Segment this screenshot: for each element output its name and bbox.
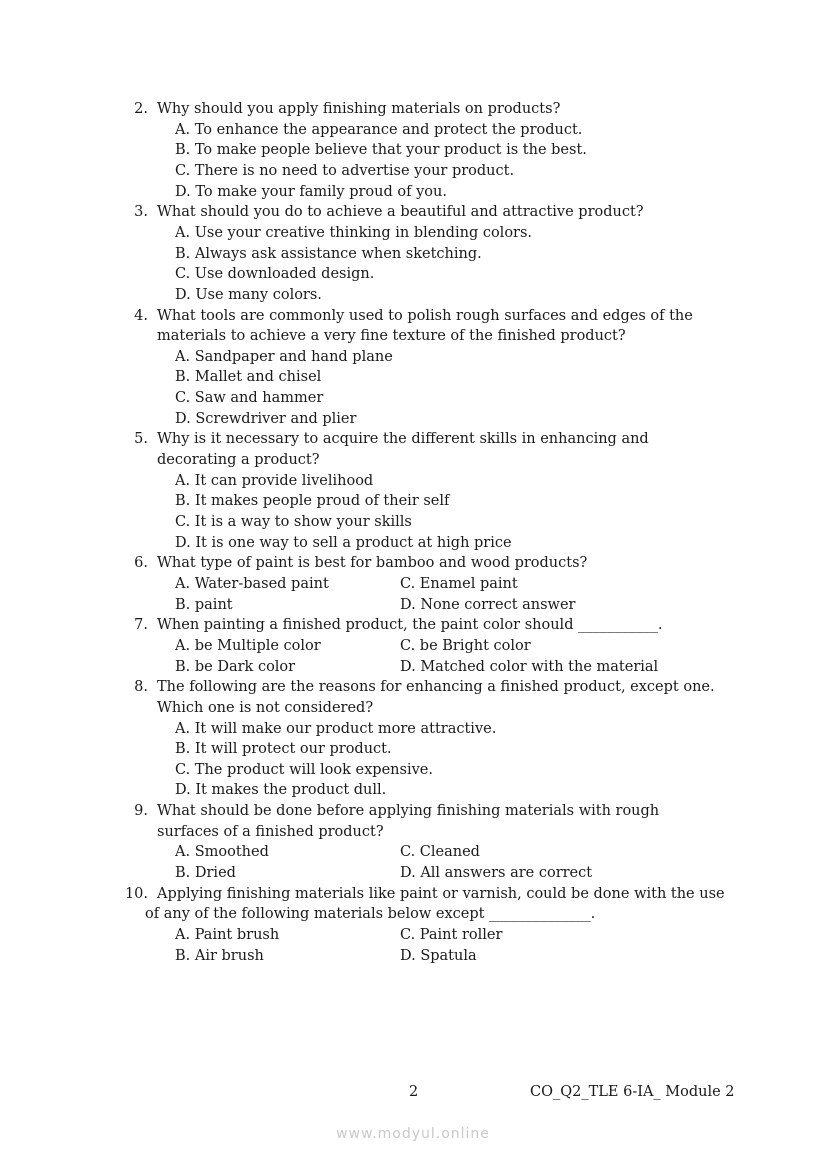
answer-choice: D. Screwdriver and plier	[175, 410, 357, 427]
question-text: When painting a finished product, the paint color should ___________.	[157, 617, 663, 634]
answer-choice: C. Cleaned	[400, 844, 480, 861]
answer-choice: C. There is no need to advertise your product.	[175, 162, 515, 179]
question-text: What tools are commonly used to polish rough surfaces and edges of the	[157, 307, 693, 324]
question-text: Applying finishing materials like paint or varnish, could be done with the use	[157, 885, 725, 902]
answer-choice: B. It makes people proud of their self	[175, 493, 450, 510]
question-text: materials to achieve a very fine texture of the finished product?	[157, 328, 626, 345]
question-number: 2.	[134, 101, 148, 117]
question-text: What should you do to achieve a beautiful and attractive product?	[157, 204, 644, 221]
question-number: 10.	[124, 885, 148, 902]
question-text: Why is it necessary to acquire the different skills in enhancing and	[157, 431, 649, 448]
answer-choice: C. It is a way to show your skills	[175, 514, 412, 530]
answer-choice: B. Dried	[175, 865, 236, 882]
watermark-text: www.modyul.online	[336, 1126, 490, 1142]
answer-choice: A. be Multiple color	[175, 637, 321, 654]
answer-choice: A. Use your creative thinking in blending colors.	[175, 224, 533, 241]
answer-choice: C. The product will look expensive.	[175, 761, 433, 778]
page-number: 2	[409, 1084, 419, 1100]
answer-choice: A. Smoothed	[175, 844, 269, 861]
answer-choice: D. All answers are correct	[400, 865, 593, 882]
answer-choice: D. Spatula	[400, 947, 477, 964]
answer-choice: B. Air brush	[175, 947, 264, 964]
question-number: 8.	[134, 679, 148, 696]
answer-choice: A. Water-based paint	[175, 575, 329, 592]
answer-choice: D. Use many colors.	[175, 286, 322, 303]
answer-choice: B. Always ask assistance when sketching.	[175, 245, 482, 262]
question-text: Why should you apply finishing materials on products?	[157, 101, 561, 117]
question-text: What type of paint is best for bamboo and wood products?	[157, 555, 588, 572]
question-number: 4.	[134, 307, 148, 324]
answer-choice: A. It will make our product more attractive.	[175, 720, 497, 737]
answer-choice: D. It is one way to sell a product at high price	[175, 534, 512, 551]
answer-choice: D. None correct answer	[400, 596, 576, 613]
answer-choice: A. Sandpaper and hand plane	[175, 348, 393, 365]
question-number: 3.	[134, 204, 148, 221]
answer-choice: D. Matched color with the material	[400, 658, 659, 675]
answer-choice: B. To make people believe that your product is the best.	[175, 142, 587, 159]
answer-choice: B. Mallet and chisel	[175, 369, 322, 386]
answer-choice: C. be Bright color	[400, 637, 531, 654]
answer-choice: B. paint	[175, 596, 233, 613]
question-text: Which one is not considered?	[157, 699, 374, 716]
answer-choice: A. To enhance the appearance and protect the product.	[175, 121, 583, 138]
answer-choice: C. Use downloaded design.	[175, 266, 375, 283]
answer-choice: C. Saw and hammer	[175, 390, 324, 407]
question-number: 6.	[134, 555, 148, 572]
answer-choice: B. be Dark color	[175, 658, 296, 675]
answer-choice: C. Enamel paint	[400, 575, 518, 592]
question-text: surfaces of a finished product?	[157, 823, 384, 840]
answer-choice: B. It will protect our product.	[175, 741, 392, 758]
answer-choice: D. It makes the product dull.	[175, 782, 387, 799]
answer-choice: C. Paint roller	[400, 927, 503, 943]
answer-choice: A. Paint brush	[175, 927, 280, 943]
answer-choice: A. It can provide livelihood	[175, 472, 374, 489]
question-number: 5.	[134, 431, 148, 448]
answer-choice: D. To make your family proud of you.	[175, 183, 447, 200]
module-code: CO_Q2_TLE 6-IA_ Module 2	[530, 1084, 735, 1100]
question-text: The following are the reasons for enhancing a finished product, except one.	[157, 679, 715, 696]
question-number: 7.	[134, 617, 148, 634]
question-text: What should be done before applying finishing materials with rough	[157, 803, 660, 820]
question-text: decorating a product?	[157, 452, 320, 469]
question-number: 9.	[134, 803, 148, 820]
question-text: of any of the following materials below except ______________.	[145, 906, 596, 923]
